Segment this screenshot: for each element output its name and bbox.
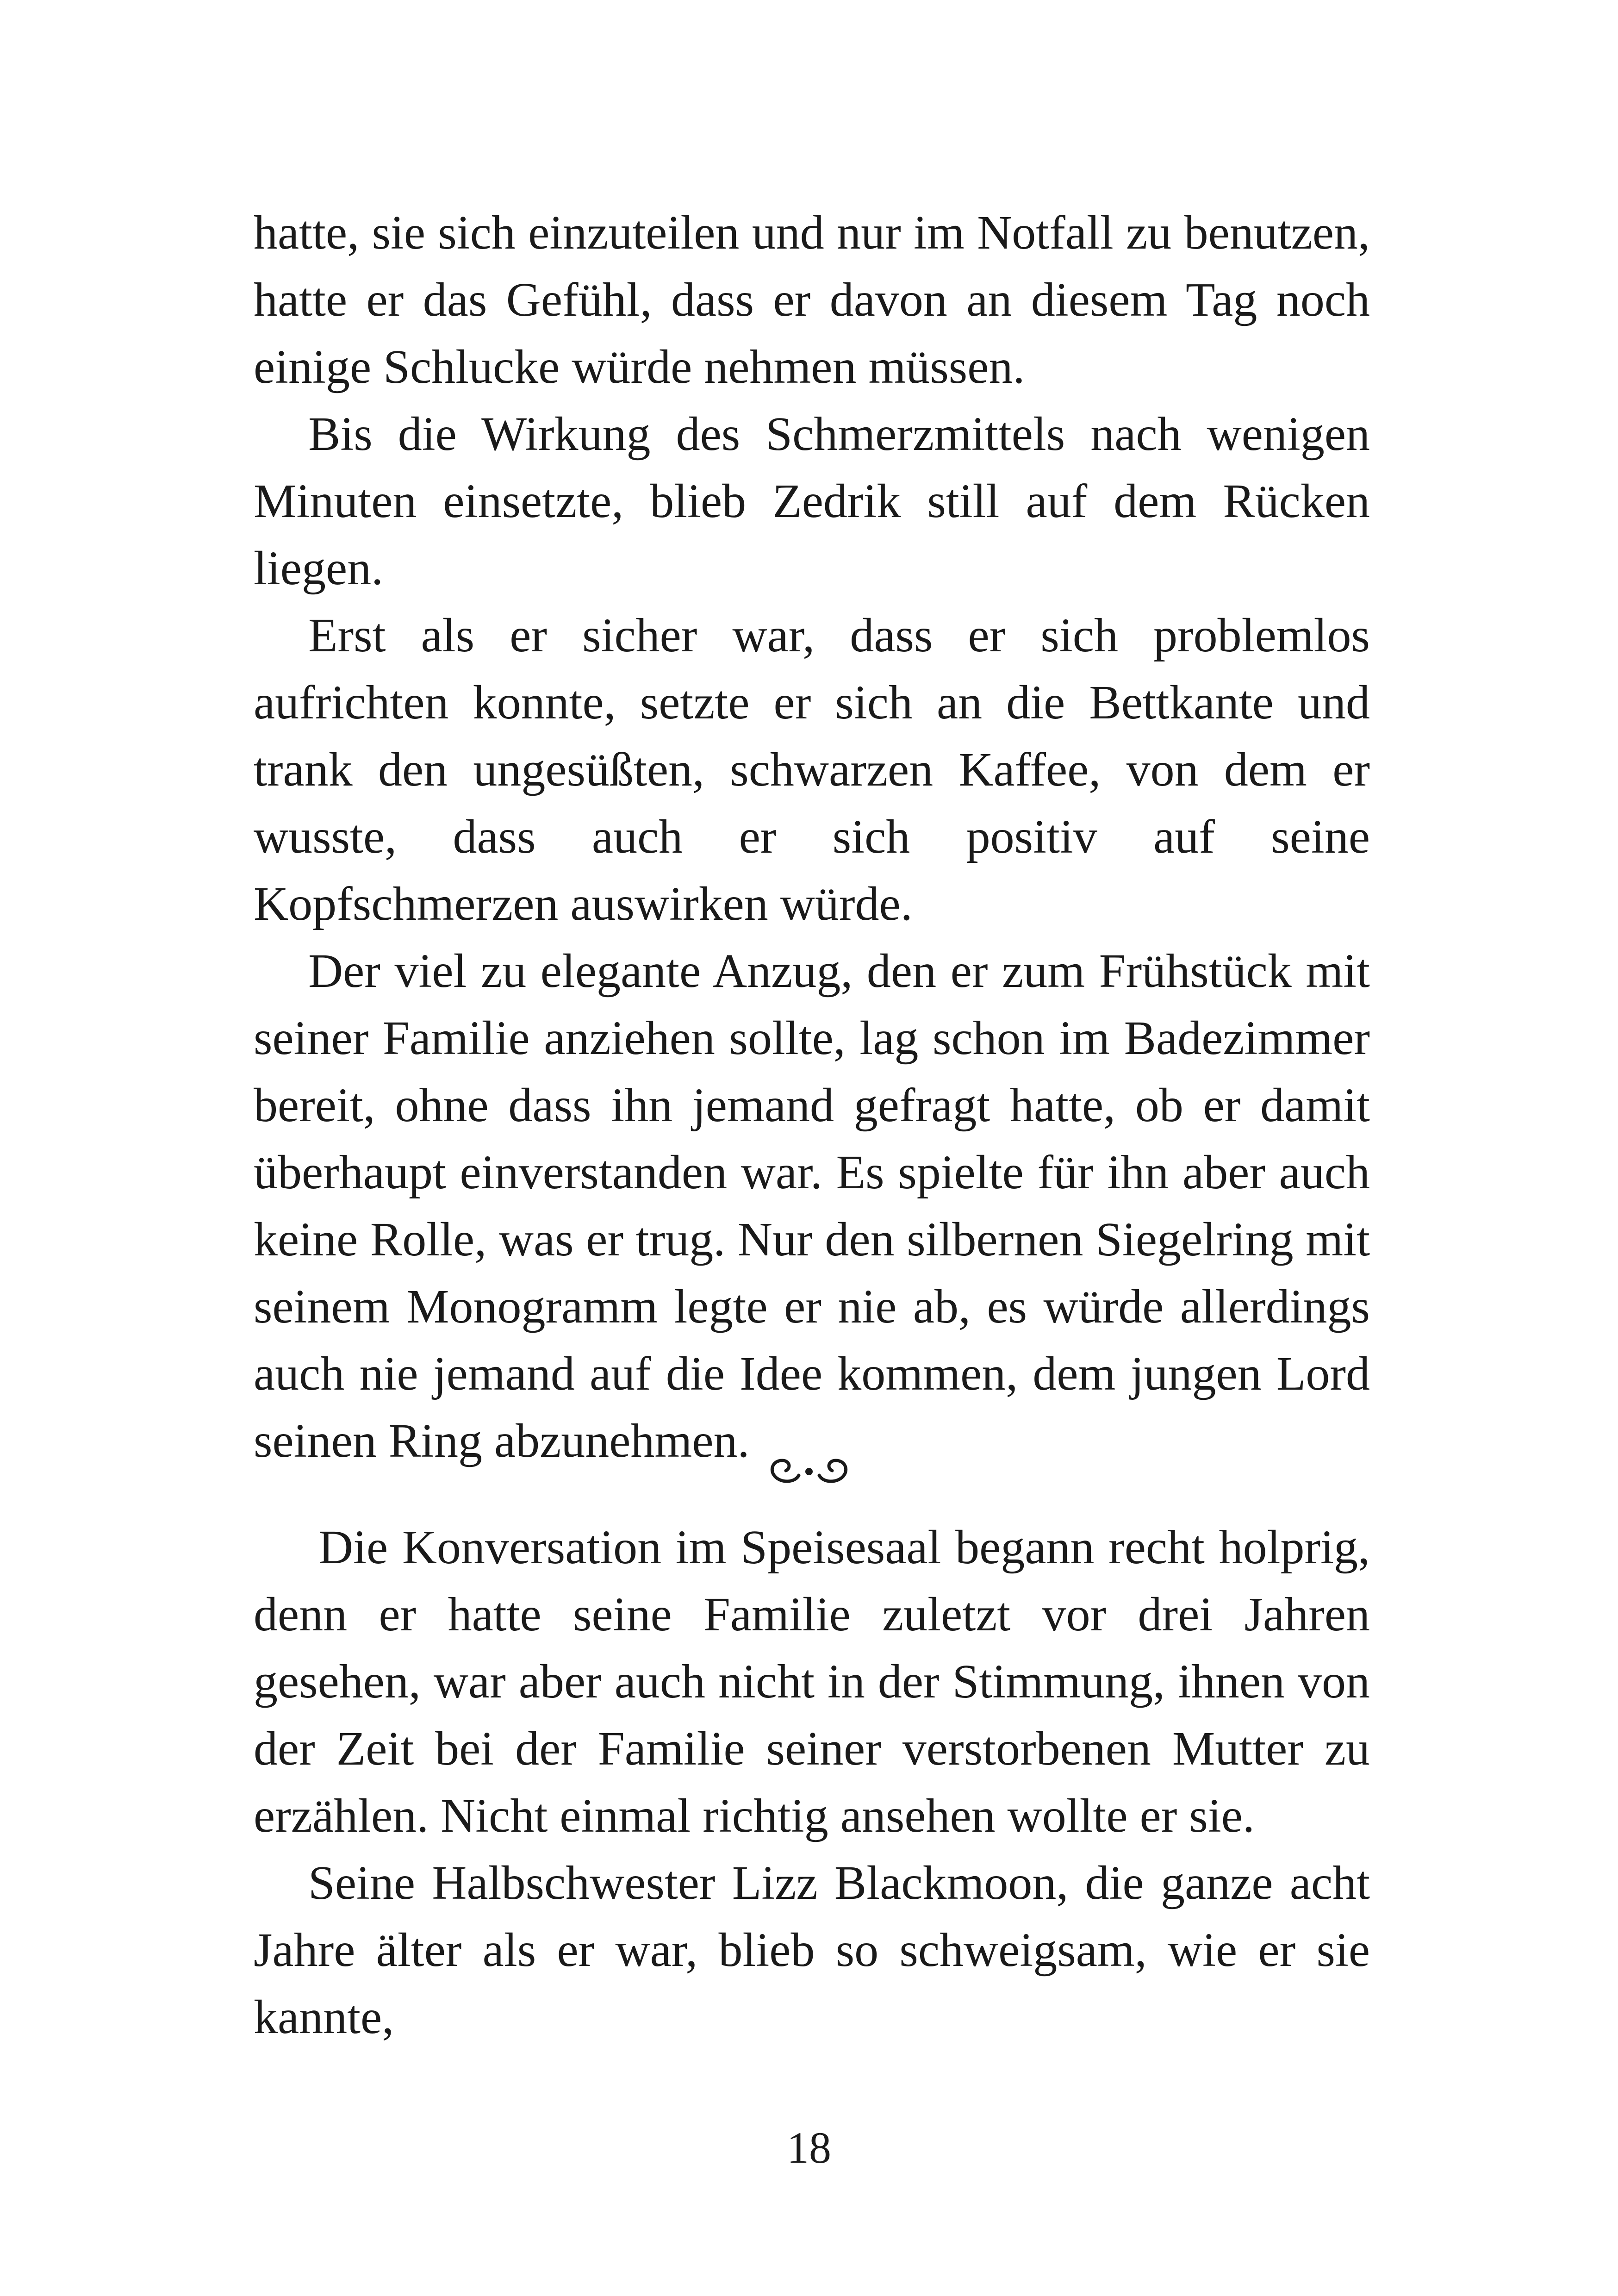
paragraph: Seine Halbschwester Lizz Blackmoon, die ganze acht Jahre älter als er war, blieb so schweigsam, wie er sie kannte, xyxy=(254,1856,1370,2044)
paragraph: Erst als er sicher war, dass er sich problemlos aufrichten konnte, setzte er sich an die Bettkante und trank den ungesüßten, schwarzen Kaffee, von dem er wusste, dass auch er sich positiv auf seine Kopfschmerzen auswirken würde. xyxy=(254,609,1370,930)
paragraph: Der viel zu elegante Anzug, den er zum Frühstück mit seiner Familie anziehen sollte, lag schon im Badezimmer bereit, ohne dass ihn jemand gefragt hatte, ob er damit überhaupt einverstanden war. Es spielte für ihn aber auch keine Rolle, was er trug. Nur den silbernen Siegelring mit seinem Monogramm legte er nie ab, es würde allerdings auch nie jemand auf die Idee kommen, dem jungen Lord seinen Ring abzunehmen. xyxy=(254,944,1370,1467)
paragraph: Bis die Wirkung des Schmerzmittels nach wenigen Minuten einsetzte, blieb Zedrik still auf dem Rücken liegen. xyxy=(254,407,1370,595)
text-section-1 xyxy=(254,199,1370,1474)
scroll-ornament-icon xyxy=(763,1447,855,1488)
paragraph-continuation: hatte, sie sich einzuteilen und nur im Notfall zu benutzen, hatte er das Gefühl, dass er davon an diesem Tag noch einige Schlucke würde nehmen müssen. xyxy=(254,206,1370,393)
paragraph: Die Konversation im Speisesaal begann recht holprig, denn er hatte seine Familie zuletzt vor drei Jahren gesehen, war aber auch nicht in der Stimmung, ihnen von der Zeit bei der Familie seiner verstorbenen Mutter zu erzählen. Nicht einmal richtig ansehen wollte er sie. xyxy=(254,1521,1370,1842)
text-section-2 xyxy=(254,1514,1370,2051)
page-number: 18 xyxy=(787,2123,831,2172)
